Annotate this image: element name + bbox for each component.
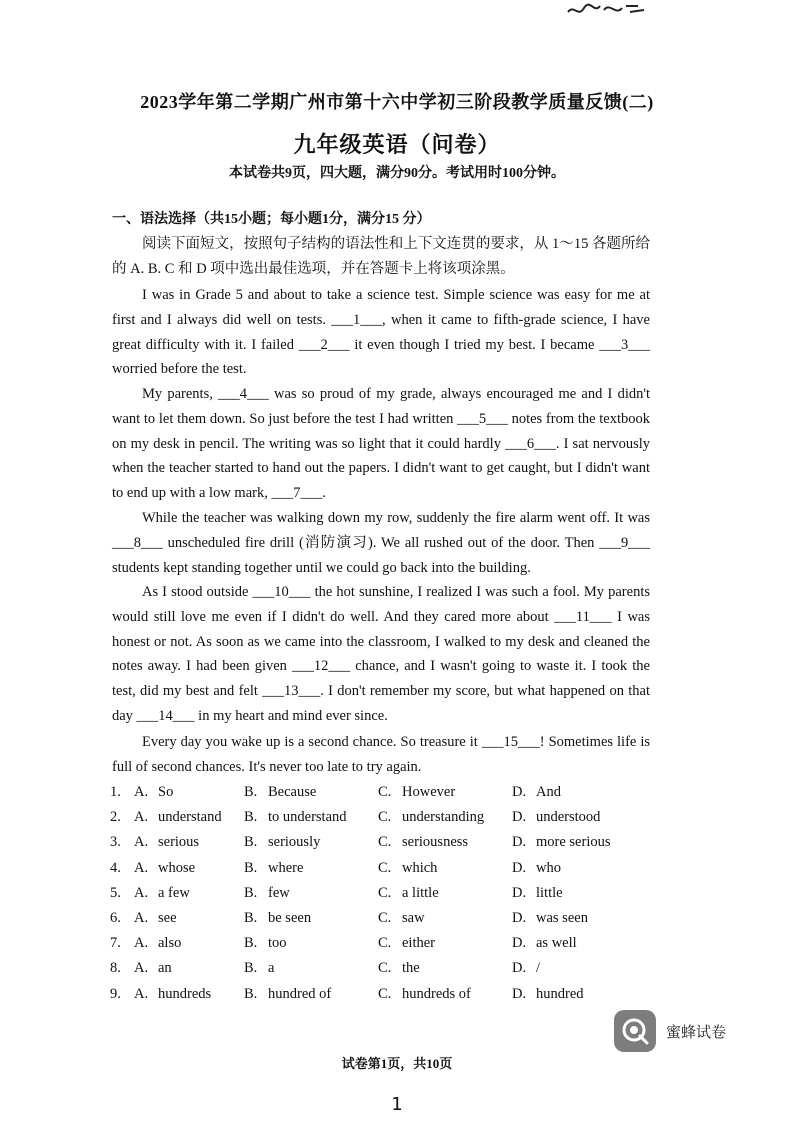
bee-logo-icon: [614, 1010, 656, 1052]
option-b: B. too: [244, 935, 287, 952]
option-d: D. understood: [512, 809, 601, 826]
question-row: [110, 805, 670, 830]
option-a: A. So: [134, 784, 174, 801]
page-info: 试卷第1页，共10页: [341, 1056, 453, 1071]
answer-options: [110, 780, 670, 1007]
option-b: B. seriously: [244, 834, 321, 851]
passage-paragraph: As I stood outside ___10___ the hot sunshine, I realized I was such a fool. My parents would still love me even if I didn't do well. And they cared more about ___11___ I was honest or not. As soon as we came into the classroom, I walked to my desk and cleaned the notes away. I had been given ___12___ chance, and I wasn't going to waste it. I took the test, did my best and felt ___13___. I don't remember my score, but what happened on that day ___14___ in my heart and mind ever since.: [112, 584, 650, 724]
question-number: 2.: [110, 809, 121, 826]
section-instructions: 阅读下面短文，按照句子结构的语法性和上下文连贯的要求，从 1～15 各题所给的 A. B. C 和 D 项中选出最佳选项，并在答题卡上将该项涂黑。: [112, 236, 650, 277]
exam-title: 2023学年第二学期广州市第十六中学初三阶段教学质量反馈(二): [140, 92, 654, 112]
question-number: 9.: [110, 985, 121, 1002]
question-number: 5.: [110, 884, 121, 901]
question-number: 4.: [110, 859, 121, 876]
option-b: B. be seen: [244, 910, 312, 927]
option-c: C. seriousness: [378, 834, 469, 851]
option-b: B. a: [244, 960, 275, 977]
option-a: A. a few: [134, 884, 190, 901]
question-number: 6.: [110, 910, 121, 927]
option-c: C. However: [378, 784, 456, 801]
question-row: [110, 830, 670, 855]
page-number: 1: [391, 1094, 403, 1115]
option-d: D. little: [512, 884, 563, 901]
question-row: [110, 780, 670, 805]
question-number: 8.: [110, 960, 121, 977]
option-c: C. hundreds of: [378, 985, 471, 1002]
question-row: [110, 906, 670, 931]
option-c: C. either: [378, 935, 436, 952]
option-a: A. serious: [134, 834, 200, 851]
question-number: 1.: [110, 784, 121, 801]
option-b: B. hundred of: [244, 985, 332, 1002]
option-a: A. understand: [134, 809, 222, 826]
option-d: D. as well: [512, 935, 577, 952]
question-row: [110, 982, 670, 1007]
watermark-badge: [614, 1010, 726, 1052]
option-c: C. saw: [378, 910, 425, 927]
passage-paragraph: My parents, ___4___ was so proud of my grade, always encouraged me and I didn't want to let them down. So just before the test I had written ___5___ notes from the textbook on my desk in pencil. The writing was so light that it could hardly ___6___. I sat nervously when the teacher started to hand out the papers. I didn't want to get caught, but I didn't want to end up with a low mark, ___7___.: [112, 386, 650, 502]
option-d: D. And: [512, 784, 561, 801]
option-a: A. whose: [134, 859, 196, 876]
option-d: D. who: [512, 859, 561, 876]
watermark-text: 蜜蜂试卷: [666, 1022, 727, 1041]
passage-paragraph: While the teacher was walking down my row, suddenly the fire alarm went off. It was ___8___ unscheduled fire drill (消防演习). We all rushed out of the door. Then ___9___ students kept standing together until we could go back into the building.: [112, 510, 650, 576]
exam-subtitle: 九年级英语（问卷）: [293, 132, 501, 157]
section-heading: 一、语法选择（共15小题；每小题1分，满分15 分）: [112, 212, 431, 227]
option-b: B. Because: [244, 784, 317, 801]
passage-paragraph: I was in Grade 5 and about to take a science test. Simple science was easy for me at first and I always did well on tests. ___1___, when it came to fifth-grade science, I have great difficulty with it. I failed ___2___ it even though I tried my best. I became ___3___ worried before the test.: [112, 287, 650, 378]
option-d: D. more serious: [512, 834, 611, 851]
option-d: D. hundred: [512, 985, 584, 1002]
question-row: [110, 956, 670, 981]
option-c: C. understanding: [378, 809, 485, 826]
option-a: A. see: [134, 910, 177, 927]
option-a: A. also: [134, 935, 182, 952]
option-a: A. an: [134, 960, 172, 977]
option-a: A. hundreds: [134, 985, 212, 1002]
option-d: D. was seen: [512, 910, 588, 927]
passage-paragraph: Every day you wake up is a second chance. So treasure it ___15___! Sometimes life is full of second chances. It's never too late to try again.: [112, 734, 650, 775]
option-c: C. which: [378, 859, 438, 876]
option-c: C. the: [378, 960, 420, 977]
handwriting-scribble: [566, 0, 646, 22]
option-c: C. a little: [378, 884, 439, 901]
option-b: B. where: [244, 859, 304, 876]
exam-info: 本试卷共9页，四大题，满分90分。考试用时100分钟。: [229, 166, 565, 181]
question-row: [110, 881, 670, 906]
question-row: [110, 931, 670, 956]
option-d: D. /: [512, 960, 541, 977]
option-b: B. to understand: [244, 809, 347, 826]
question-number: 7.: [110, 935, 121, 952]
question-row: [110, 856, 670, 881]
option-b: B. few: [244, 884, 290, 901]
question-number: 3.: [110, 834, 121, 851]
